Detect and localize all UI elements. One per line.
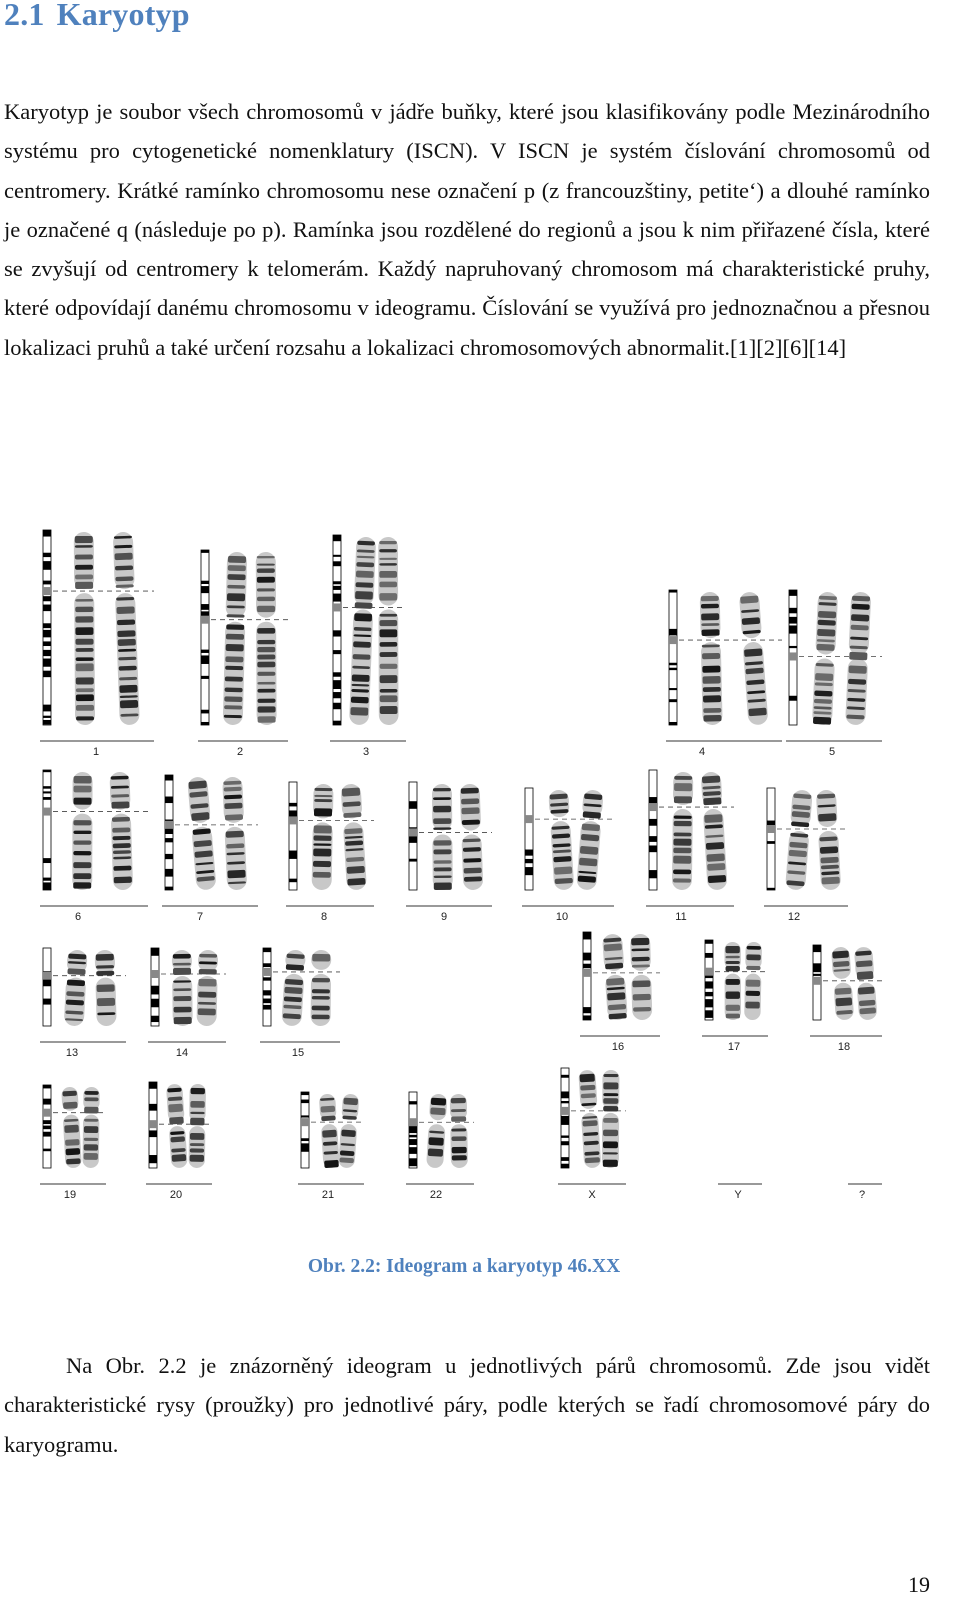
chromosome xyxy=(578,1070,601,1169)
chromosome xyxy=(74,532,95,725)
chromosome xyxy=(450,1094,468,1168)
chromosome-pair-16 xyxy=(580,932,660,1053)
chromosome-pair-2 xyxy=(198,550,288,758)
chromosome xyxy=(744,942,762,1020)
ideogram-bar xyxy=(583,932,591,1020)
chromosome xyxy=(630,934,652,1021)
ideogram-bar xyxy=(789,590,797,725)
chromosome xyxy=(602,1070,620,1168)
chromosome xyxy=(222,777,247,891)
chromosome xyxy=(82,1087,99,1168)
chromosome-label: 11 xyxy=(675,911,687,923)
chromosome-label: 20 xyxy=(169,1189,183,1201)
chromosome xyxy=(223,552,248,725)
chromosome-pair-6 xyxy=(40,770,148,923)
ideogram-bar xyxy=(669,590,677,725)
chromosome-pair-x xyxy=(558,1068,626,1201)
chromosome xyxy=(831,946,854,1020)
ideogram-bar xyxy=(43,770,51,890)
ideogram-bar xyxy=(289,782,297,890)
chromosome-pair-14 xyxy=(148,948,226,1059)
chromosome xyxy=(196,950,218,1026)
chromosome xyxy=(340,783,366,890)
chromosome xyxy=(64,950,88,1027)
chromosome-pair-5 xyxy=(786,590,882,758)
chromosome-label: 18 xyxy=(837,1041,851,1053)
chromosome xyxy=(739,591,769,725)
chromosome-label: 6 xyxy=(74,911,82,923)
chromosome xyxy=(109,772,133,891)
chromosome xyxy=(72,772,92,890)
chromosome xyxy=(845,592,871,726)
chromosome-label: 3 xyxy=(362,746,370,758)
section-heading xyxy=(4,0,190,33)
chromosome-pair-11 xyxy=(646,770,734,923)
ideogram-bar xyxy=(165,775,173,890)
chromosome xyxy=(349,537,376,726)
chromosome-label: 1 xyxy=(92,746,100,758)
ideogram-bar xyxy=(525,788,533,890)
ideogram-bar xyxy=(149,1082,157,1168)
ideogram-bar xyxy=(301,1092,309,1168)
chromosome xyxy=(460,784,484,891)
figure-caption: Obr. 2.2: Ideogram a karyotyp 46.XX xyxy=(307,1256,621,1277)
ideogram-bar xyxy=(201,550,209,725)
chromosome-pair-19 xyxy=(40,1085,106,1201)
section-title: Karyotyp xyxy=(56,0,190,32)
chromosome-pair-20 xyxy=(146,1082,212,1201)
chromosome-label: 5 xyxy=(828,746,836,758)
ideogram-bar xyxy=(561,1068,569,1168)
ideogram-bar xyxy=(43,948,51,1026)
ideogram-bar xyxy=(705,940,713,1020)
chromosome xyxy=(281,949,306,1026)
chromosome xyxy=(602,933,628,1020)
chromosome-pair-22 xyxy=(406,1092,474,1201)
ideogram-bar xyxy=(263,948,271,1026)
chromosome-label: 7 xyxy=(196,911,204,923)
chromosome-pair-13 xyxy=(40,948,126,1059)
karyotype-figure xyxy=(30,520,900,1240)
chromosome-pair-18 xyxy=(810,945,882,1053)
chromosome-label: Y xyxy=(734,1189,742,1201)
chromosome xyxy=(166,1084,188,1169)
chromosome xyxy=(816,790,841,891)
chromosome-pair-7 xyxy=(162,775,258,923)
chromosome xyxy=(378,537,398,725)
chromosome-label: 22 xyxy=(429,1189,443,1201)
chromosome-label: 14 xyxy=(175,1047,189,1059)
chromosome-label: 4 xyxy=(698,746,706,758)
chromosome-pair-1 xyxy=(40,530,154,758)
chromosome xyxy=(256,552,277,725)
chromosome xyxy=(812,592,838,726)
chromosome-pair-9 xyxy=(406,782,492,923)
chromosome xyxy=(854,946,878,1020)
chromosome xyxy=(95,950,117,1027)
chromosome xyxy=(311,950,332,1026)
chromosome-label: X xyxy=(588,1189,596,1201)
chromosome-pair-21 xyxy=(298,1092,364,1201)
chromosome xyxy=(189,1084,207,1168)
chromosome-pair-3 xyxy=(330,535,406,758)
ideogram-bar xyxy=(767,788,775,890)
chromosome-label: ? xyxy=(858,1189,866,1201)
chromosome-label: 10 xyxy=(555,911,569,923)
chromosome xyxy=(576,789,604,890)
ideogram-bar xyxy=(409,1092,417,1168)
chromosome-label: 17 xyxy=(727,1041,741,1053)
ideogram-bar xyxy=(813,945,821,1020)
chromosome-pair-y xyxy=(718,1184,762,1201)
chromosome xyxy=(426,1094,447,1169)
chromosome xyxy=(187,776,217,890)
ideogram-bar xyxy=(151,948,159,1026)
chromosome xyxy=(672,772,693,890)
chromosome-label: 2 xyxy=(236,746,244,758)
chromosome xyxy=(319,1094,340,1169)
chromosome-pair-12 xyxy=(764,788,848,923)
chromosome-label: 12 xyxy=(787,911,801,923)
ideogram-bar xyxy=(409,782,417,890)
chromosome xyxy=(172,950,193,1026)
ideogram-bar xyxy=(43,1085,51,1168)
chromosome-label: 9 xyxy=(440,911,448,923)
chromosome-label: 8 xyxy=(320,911,328,923)
chromosome xyxy=(113,532,140,726)
karyotype-diagram xyxy=(30,520,900,1240)
chromosome xyxy=(312,784,334,890)
section-number: 2.1 xyxy=(4,0,45,32)
chromosome-label: 15 xyxy=(291,1047,305,1059)
chromosome-pair-10 xyxy=(522,788,614,923)
chromosome-pair-4 xyxy=(666,590,782,758)
chromosome xyxy=(548,789,574,890)
ideogram-bar xyxy=(649,770,657,890)
chromosome-pair-17 xyxy=(702,940,768,1053)
intro-paragraph: Karyotyp je soubor všech chromosomů v jádře buňky, které jsou klasifikovány podle Mezinárodního systému pro cytogenetické nomenklatury (ISCN). V ISCN je systém číslování chromosomů od centromery. Krátké ramínko chromosomu nese označení p (z francouzštiny, petite‘) a dlouhé ramínko je označené q (následuje po p). Ramínka jsou rozdělené do regionů a jsou k nim přiřazené čísla, které se zvyšují od centromery k telomerám. Každý napruhovaný chromosom má charakteristické pruhy, které odpovídají danému chromosomu v ideogramu. Číslování se využívá pro jednoznačnou a přesnou lokalizaci pruhů a také určení rozsahu a lokalizaci chromosomových abnormalit.[1][2][6][14] xyxy=(4,99,930,360)
chromosome-pair-unknown xyxy=(848,1184,882,1201)
description-paragraph: Na Obr. 2.2 je znázorněný ideogram u jednotlivých párů chromosomů. Zde jsou vidět charakteristické rysy (proužky) pro jednotlivé páry, podle kterých se řadí chromosomové páry do karyogramu. xyxy=(4,1353,930,1457)
chromosome xyxy=(724,942,741,1020)
chromosome-pair-8 xyxy=(286,782,374,923)
chromosome xyxy=(61,1087,82,1169)
chromosome-pair-15 xyxy=(260,948,340,1059)
chromosome-label: 16 xyxy=(611,1041,625,1053)
chromosome-label: 13 xyxy=(65,1047,79,1059)
chromosome xyxy=(432,784,453,890)
chromosome xyxy=(785,789,813,890)
chromosome-label: 19 xyxy=(63,1189,77,1201)
page-number: 19 xyxy=(908,1572,930,1597)
chromosome xyxy=(338,1094,359,1169)
chromosome xyxy=(700,592,723,725)
chromosome xyxy=(701,771,728,890)
ideogram-bar xyxy=(43,530,51,725)
ideogram-bar xyxy=(333,535,341,725)
chromosome-label: 21 xyxy=(321,1189,335,1201)
